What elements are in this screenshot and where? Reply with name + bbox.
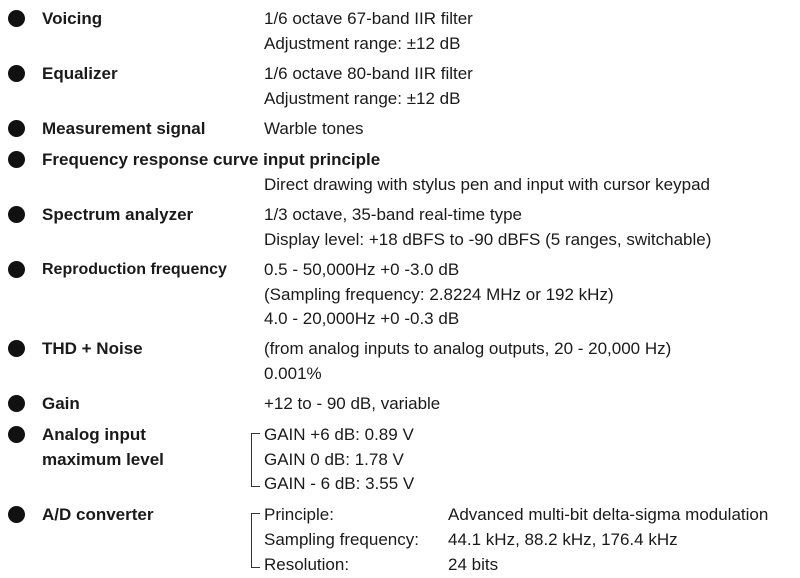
- thd-value-2: 0.001%: [264, 364, 322, 383]
- ad-resolution-value: 24 bits: [448, 555, 499, 574]
- ad-sampling-key: Sampling frequency:: [264, 530, 419, 549]
- bullet-icon: [8, 10, 25, 27]
- bullet-icon: [8, 151, 25, 168]
- bullet-icon: [8, 120, 25, 137]
- bullet-icon: [8, 426, 25, 443]
- bullet-icon: [8, 65, 25, 82]
- measurement-value: Warble tones: [264, 119, 364, 138]
- bullet-icon: [8, 261, 25, 278]
- analog-input-label-1: Analog input: [42, 425, 146, 444]
- bracket: [251, 433, 260, 487]
- analog-input-value-1: GAIN +6 dB: 0.89 V: [264, 425, 414, 444]
- spectrum-value-1: 1/3 octave, 35-band real-time type: [264, 205, 522, 224]
- measurement-label: Measurement signal: [42, 119, 206, 138]
- analog-input-label-2: maximum level: [42, 450, 164, 469]
- ad-sampling-value: 44.1 kHz, 88.2 kHz, 176.4 kHz: [448, 530, 678, 549]
- ad-resolution-key: Resolution:: [264, 555, 350, 574]
- equalizer-value-1: 1/6 octave 80-band IIR filter: [264, 64, 473, 83]
- bullet-icon: [8, 206, 25, 223]
- ad-converter-label: A/D converter: [42, 505, 154, 524]
- gain-label: Gain: [42, 394, 80, 413]
- spectrum-value-2: Display level: +18 dBFS to -90 dBFS (5 ranges, switchable): [264, 230, 712, 249]
- freq-curve-label: Frequency response curve input principle: [42, 150, 381, 169]
- analog-input-value-3: GAIN - 6 dB: 3.55 V: [264, 474, 415, 493]
- reproduction-label: Reproduction frequency: [42, 261, 227, 278]
- bullet-icon: [8, 395, 25, 412]
- reproduction-value-3: 4.0 - 20,000Hz +0 -0.3 dB: [264, 309, 460, 328]
- spectrum-label: Spectrum analyzer: [42, 205, 194, 224]
- voicing-value-1: 1/6 octave 67-band IIR filter: [264, 9, 473, 28]
- bullet-icon: [8, 506, 25, 523]
- thd-label: THD + Noise: [42, 339, 143, 358]
- equalizer-value-2: Adjustment range: ±12 dB: [264, 89, 461, 108]
- reproduction-value-2: (Sampling frequency: 2.8224 MHz or 192 kHz): [264, 285, 614, 304]
- voicing-label: Voicing: [42, 9, 103, 28]
- reproduction-value-1: 0.5 - 50,000Hz +0 -3.0 dB: [264, 260, 460, 279]
- analog-input-value-2: GAIN 0 dB: 1.78 V: [264, 450, 404, 469]
- freq-curve-value: Direct drawing with stylus pen and input with cursor keypad: [264, 175, 710, 194]
- equalizer-label: Equalizer: [42, 64, 118, 83]
- ad-principle-key: Principle:: [264, 505, 334, 524]
- thd-value-1: (from analog inputs to analog outputs, 20 - 20,000 Hz): [264, 339, 672, 358]
- bullet-icon: [8, 340, 25, 357]
- voicing-value-2: Adjustment range: ±12 dB: [264, 34, 461, 53]
- bracket: [251, 513, 260, 568]
- gain-value: +12 to - 90 dB, variable: [264, 394, 441, 413]
- ad-principle-value: Advanced multi-bit delta-sigma modulation: [448, 505, 769, 524]
